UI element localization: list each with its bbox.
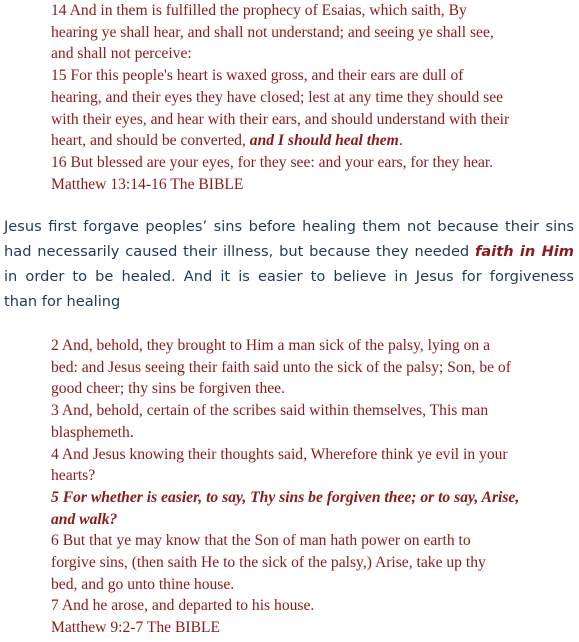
emphasis-faith-in-him: faith in Him [475, 243, 574, 260]
commentary-line-2 [4, 239, 574, 264]
verse-6-line-1: 6 But that ye may know that the Son of man hath power on earth to [51, 532, 471, 550]
verse-2-line-1: 2 And, behold, they brought to Him a man sick of the palsy, lying on a [51, 337, 491, 354]
citation-matthew-13: Matthew 13:14-16 The BIBLE [51, 175, 244, 193]
verse-14-line-2: hearing ye shall hear, and shall not understand; and seeing ye shall see, [51, 23, 494, 41]
scripture-passage-matthew-9 [51, 335, 575, 639]
verse-6-line-3: bed, and go unto thine house. [51, 575, 235, 593]
verse-4-line-2: hearts? [51, 467, 96, 485]
verse-14-line-1: 14 And in them is fulfilled the prophecy of Esaias, which saith, By [51, 2, 467, 19]
verse-16: 16 But blessed are your eyes, for they see: and your ears, for they hear. [51, 153, 494, 171]
verse-2-line-2: bed: and Jesus seeing their faith said unto the sick of the palsy; Son, be of [51, 358, 511, 376]
verse-3-line-1: 3 And, behold, certain of the scribes said within themselves, This man [51, 402, 489, 420]
verse-15-end: . [398, 132, 403, 150]
verse-15-line-4 [51, 130, 575, 152]
commentary-line-3: in order to be healed. And it is easier to believe in Jesus for forgiveness [4, 268, 574, 285]
verse-4-line-1: 4 And Jesus knowing their thoughts said, Wherefore think ye evil in your [51, 445, 508, 463]
verse-14-line-3: and shall not perceive: [51, 45, 192, 63]
scripture-passage-matthew-13 [51, 0, 575, 195]
verse-15-line-2: hearing, and their eyes they have closed; lest at any time they should see [51, 88, 504, 106]
commentary-paragraph [4, 214, 574, 314]
emphasis-heal-them: and I should heal them [249, 132, 399, 150]
verse-6-line-2: forgive sins, (then saith He to the sick of the palsy,) Arise, take up thy [51, 554, 486, 572]
citation-matthew-9: Matthew 9:2-7 The BIBLE [51, 619, 221, 637]
commentary-line-1: Jesus first forgave peoples’ sins before healing them not because their sins [4, 218, 574, 235]
verse-2-line-3: good cheer; thy sins be forgiven thee. [51, 380, 285, 398]
verse-5-line-2: and walk? [51, 510, 118, 528]
verse-15-line-1: 15 For this people's heart is waxed gross, and their ears are dull of [51, 67, 464, 85]
commentary-line-4: than for healing [4, 293, 121, 310]
verse-15-text: heart, and should be converted, [51, 132, 250, 150]
verse-7: 7 And he arose, and departed to his house. [51, 597, 315, 615]
commentary-line-2-text: had necessarily caused their illness, but because they needed [4, 243, 476, 260]
verse-5-line-1: 5 For whether is easier, to say, Thy sins be forgiven thee; or to say, Arise, [51, 488, 520, 506]
verse-15-line-3: with their eyes, and hear with their ears, and should understand with their [51, 110, 510, 128]
verse-3-line-2: blasphemeth. [51, 423, 134, 441]
